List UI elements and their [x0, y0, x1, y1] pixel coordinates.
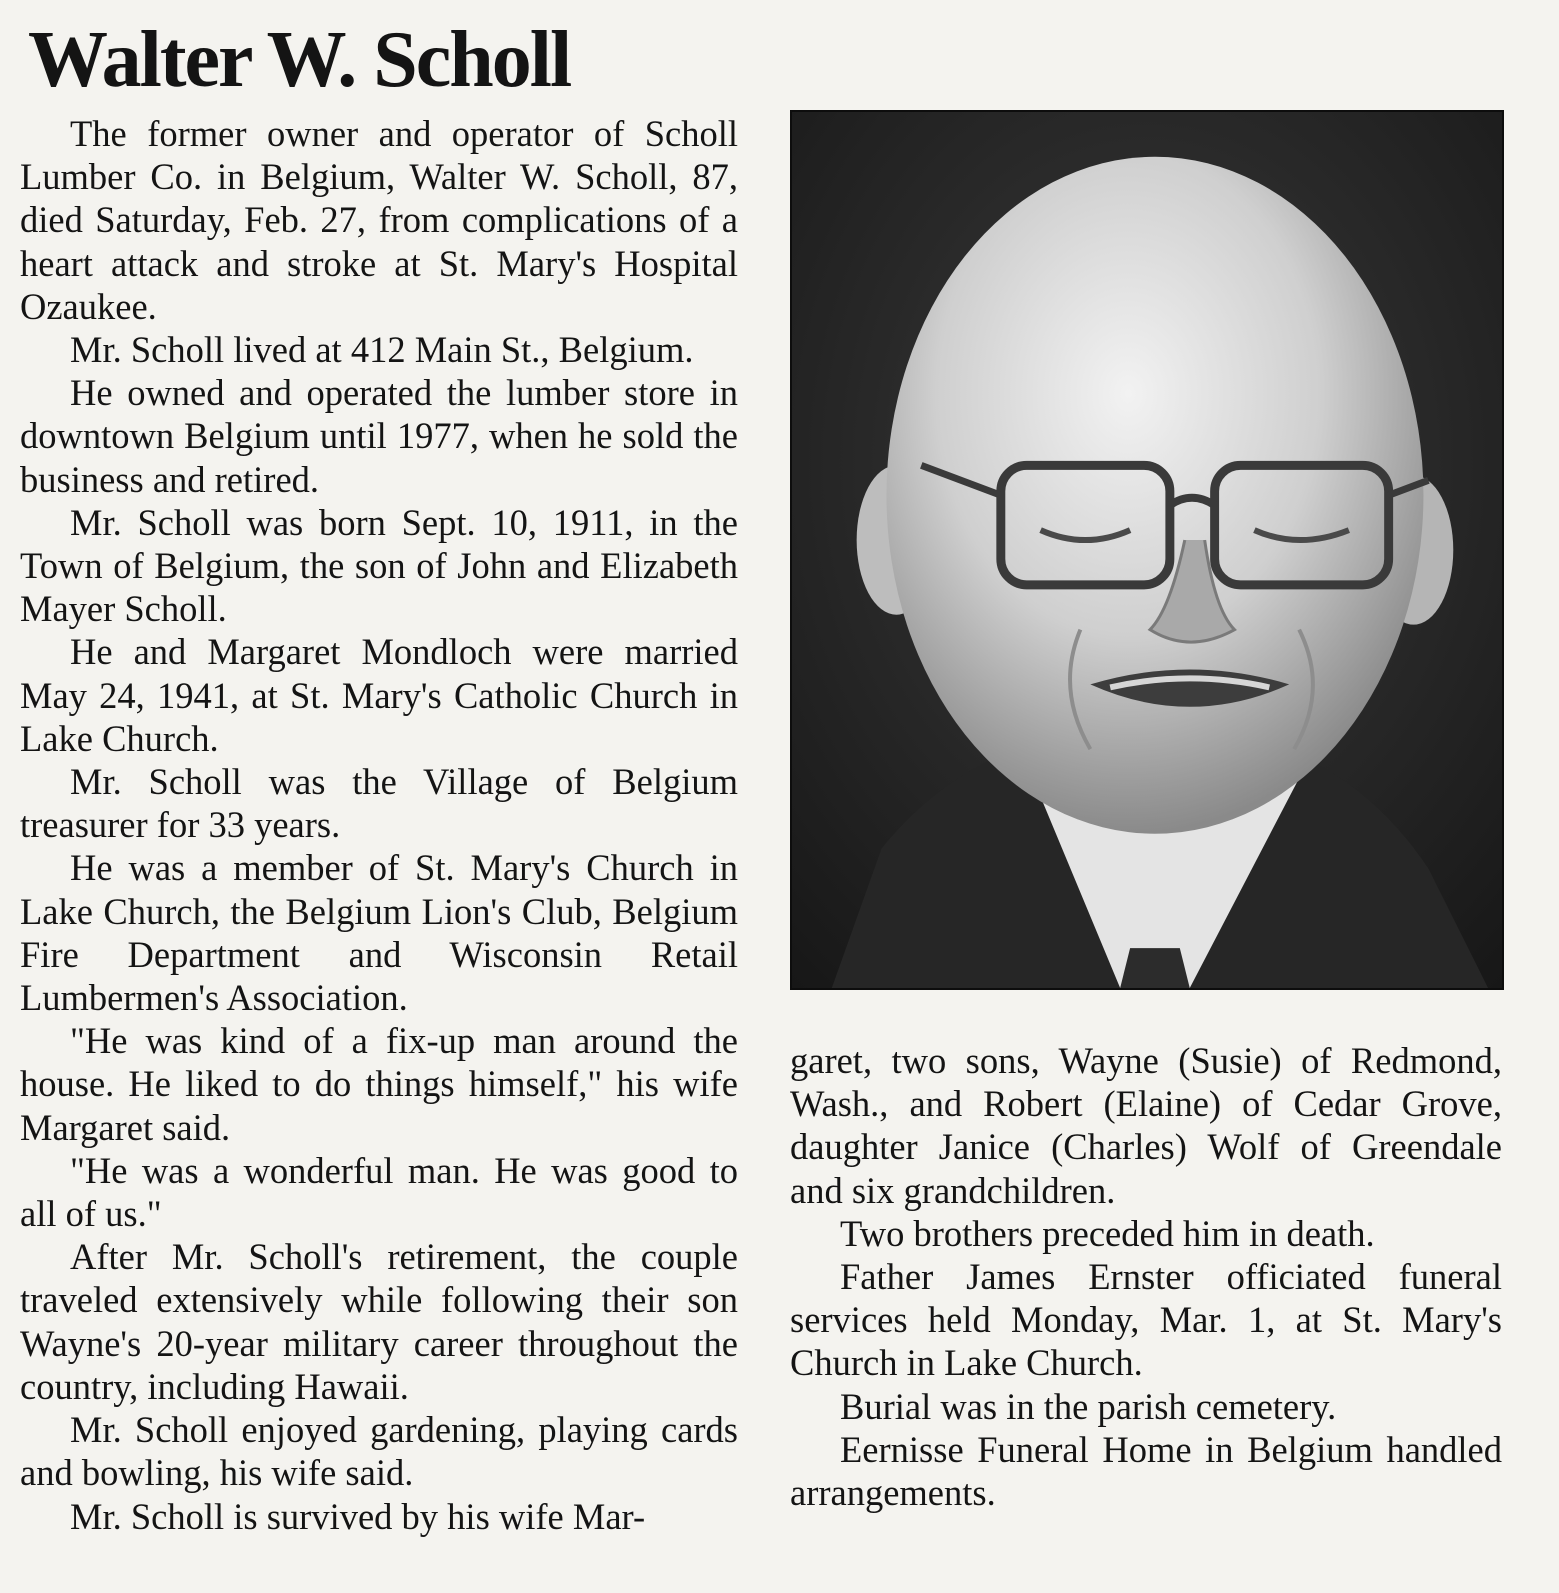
paragraph: Two brothers preceded him in death. [840, 1212, 1375, 1254]
paragraph: He owned and operated the lumber store in downtown Belgium until 1977, when he sold the business and retired. [20, 372, 738, 500]
paragraph: Mr. Scholl was the Village of Belgium treasurer for 33 years. [20, 761, 738, 846]
paragraph: Eernisse Funeral Home in Belgium handled arrangements. [790, 1428, 1502, 1514]
left-column [20, 112, 738, 1538]
paragraph: Father James Ernster officiated funeral services held Monday, Mar. 1, at St. Mary's Church in Lake Church. [790, 1256, 1502, 1384]
paragraph: "He was a wonderful man. He was good to all of us." [20, 1149, 738, 1235]
paragraph: He and Margaret Mondloch were married May 24, 1941, at St. Mary's Catholic Church in Lake Church. [20, 631, 738, 759]
paragraph: Mr. Scholl was born Sept. 10, 1911, in the Town of Belgium, the son of John and Elizabeth Mayer Scholl. [20, 501, 738, 630]
paragraph: Mr. Scholl enjoyed gardening, playing cards and bowling, his wife said. [20, 1409, 738, 1494]
paragraph-continuation: garet, two sons, Wayne (Susie) of Redmond, Wash., and Robert (Elaine) of Cedar Grove, daughter Janice (Charles) Wolf of Greendale and six grandchildren. [790, 1040, 1502, 1211]
paragraph: The former owner and operator of Scholl Lumber Co. in Belgium, Walter W. Scholl, 87, died Saturday, Feb. 27, from complications of a heart attack and stroke at St. Mary's Hospital Ozaukee. [20, 113, 738, 327]
obituary-headline: Walter W. Scholl [28, 16, 571, 104]
paragraph: "He was kind of a fix-up man around the house. He liked to do things himself," his wife Margaret said. [20, 1020, 738, 1148]
paragraph: After Mr. Scholl's retirement, the couple traveled extensively while following their son Wayne's 20-year military career throughout the country, including Hawaii. [20, 1236, 738, 1407]
right-column [790, 1039, 1502, 1514]
paragraph: He was a member of St. Mary's Church in Lake Church, the Belgium Lion's Club, Belgium Fire Department and Wisconsin Retail Lumbermen's Association. [20, 847, 738, 1019]
portrait-illustration [792, 112, 1502, 988]
paragraph: Burial was in the parish cemetery. [840, 1385, 1337, 1427]
paragraph: Mr. Scholl lived at 412 Main St., Belgium. [70, 329, 694, 371]
portrait-photo [790, 110, 1504, 990]
paragraph: Mr. Scholl is survived by his wife Mar- [70, 1495, 646, 1537]
